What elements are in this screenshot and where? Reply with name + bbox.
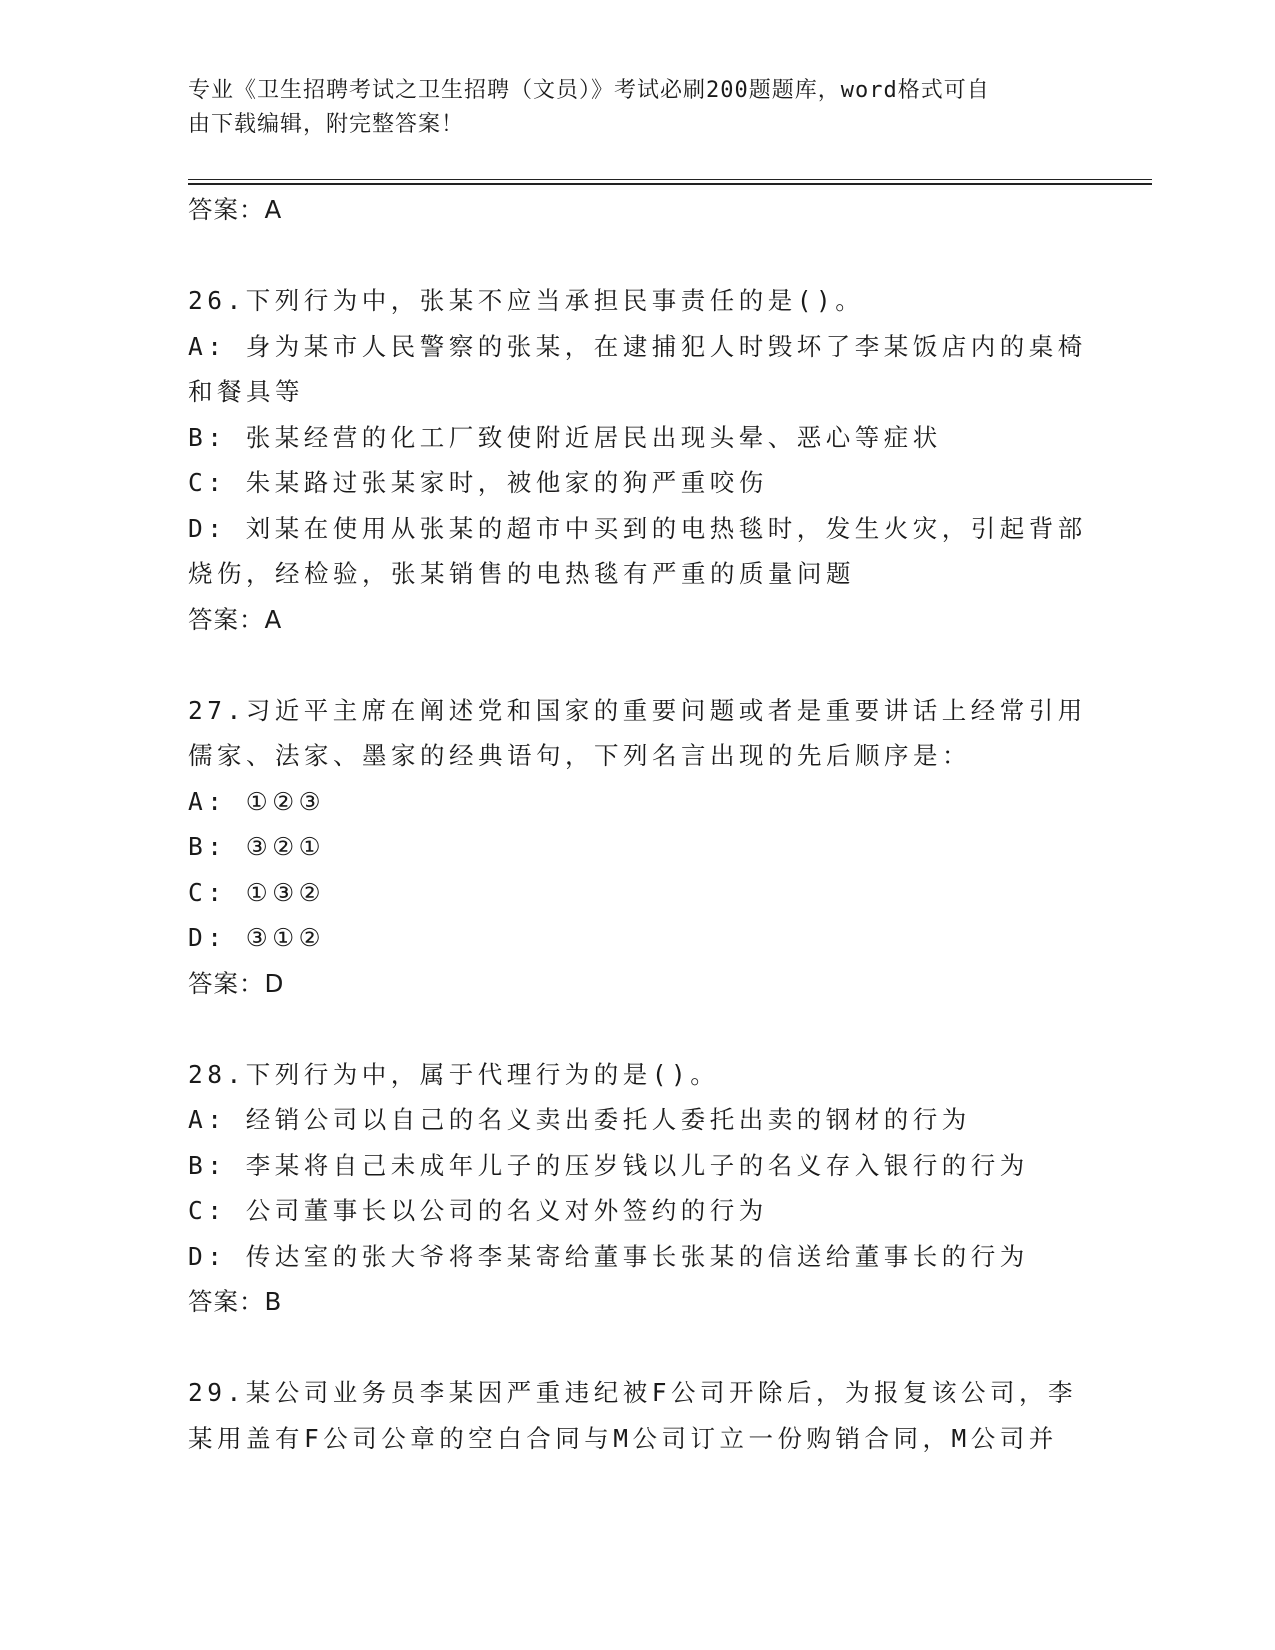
option-b: B: 张某经营的化工厂致使附近居民出现头晕、恶心等症状: [188, 422, 942, 452]
option-d: D: 刘某在使用从张某的超市中买到的电热毯时，发生火灾，引起背部: [188, 513, 1087, 543]
question-stem: 27.习近平主席在阐述党和国家的重要问题或者是重要讲话上经常引用: [188, 695, 1087, 725]
header-line-2: 由下载编辑，附完整答案！: [188, 112, 465, 137]
answer-line: 答案：B: [188, 1287, 283, 1316]
document-body: [188, 187, 1088, 1461]
question-stem: 29.某公司业务员李某因严重违纪被F公司开除后，为报复该公司，李: [188, 1378, 1077, 1407]
option-b: B: ③②①: [188, 832, 326, 861]
answer-line: 答案：A: [188, 604, 283, 634]
question-28: [188, 1052, 1088, 1325]
option-a: A: ①②③: [188, 786, 326, 816]
option-c: C: 朱某路过张某家时，被他家的狗严重咬伤: [188, 468, 768, 497]
header-divider: [188, 179, 1152, 185]
option-c: C: 公司董事长以公司的名义对外签约的行为: [188, 1196, 768, 1225]
option-d-continued: 烧伤，经检验，张某销售的电热毯有严重的质量问题: [188, 559, 855, 588]
header-line-1: 专业《卫生招聘考试之卫生招聘（文员）》考试必刷200题题库，word格式可自: [188, 78, 990, 103]
option-c: C: ①③②: [188, 877, 326, 907]
question-stem: 26.下列行为中，张某不应当承担民事责任的是()。: [188, 286, 865, 315]
question-27: [188, 688, 1088, 1007]
answer-line: 答案：D: [188, 968, 285, 998]
question-stem-continued: 某用盖有F公司公章的空白合同与M公司订立一份购销合同，M公司并: [188, 1423, 1058, 1453]
answer-line: 答案：A: [188, 195, 283, 224]
option-a-continued: 和餐具等: [188, 377, 304, 406]
option-a: A: 身为某市人民警察的张某，在逮捕犯人时毁坏了李某饭店内的桌椅: [188, 331, 1087, 361]
page-header: [188, 74, 1088, 142]
option-d: D: ③①②: [188, 923, 326, 952]
option-b: B: 李某将自己未成年儿子的压岁钱以儿子的名义存入银行的行为: [188, 1150, 1029, 1180]
option-d: D: 传达室的张大爷将李某寄给董事长张某的信送给董事长的行为: [188, 1241, 1029, 1271]
option-a: A: 经销公司以自己的名义卖出委托人委托出卖的钢材的行为: [188, 1105, 971, 1134]
question-29: [188, 1370, 1088, 1461]
question-stem-continued: 儒家、法家、墨家的经典语句，下列名言出现的先后顺序是：: [188, 741, 971, 770]
question-stem: 28.下列行为中，属于代理行为的是()。: [188, 1059, 720, 1089]
question-26: [188, 278, 1088, 642]
